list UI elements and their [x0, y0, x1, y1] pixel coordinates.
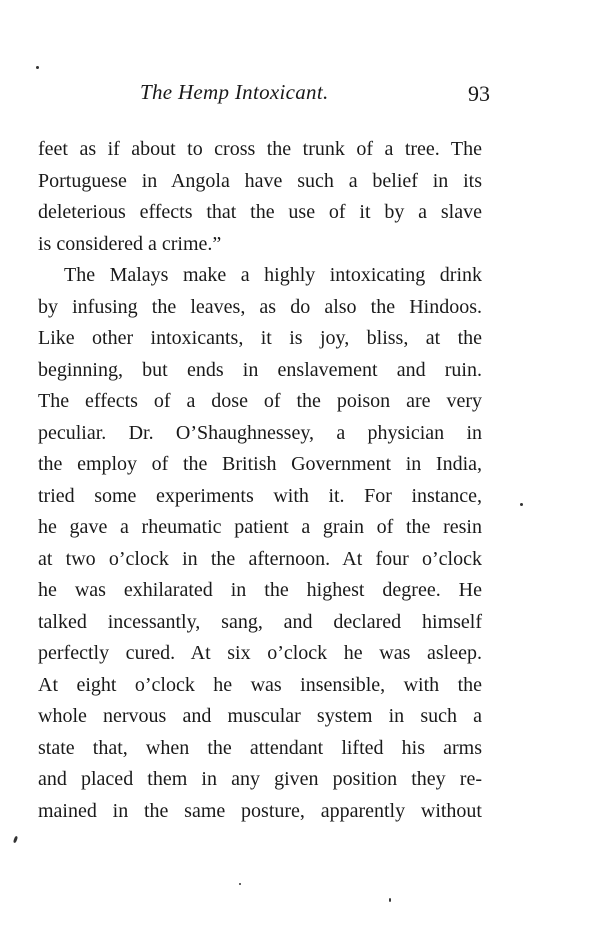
text-line: The effects of a dose of the poison are very — [38, 390, 482, 412]
scan-speck — [13, 836, 18, 844]
text-line: at two o’clock in the afternoon. At four o’clock — [38, 547, 482, 570]
page-number: 93 — [468, 81, 490, 106]
text-line: state that, when the attendant lifted his arms — [38, 736, 482, 759]
scan-speck — [36, 66, 39, 69]
running-head — [140, 80, 490, 114]
text-line: tried some experiments with it. For instance, — [38, 484, 482, 507]
running-title: The Hemp Intoxicant. — [140, 80, 329, 104]
text-line: At eight o’clock he was insensible, with the — [38, 673, 482, 696]
text-line: mained in the same posture, apparently without — [38, 799, 482, 822]
scan-speck — [239, 883, 241, 885]
text-line: feet as if about to cross the trunk of a tree. The — [38, 138, 482, 160]
text-line: whole nervous and muscular system in such a — [38, 705, 482, 727]
text-line: The Malays make a highly intoxicating drink — [64, 264, 482, 286]
text-line: deleterious effects that the use of it by a slave — [38, 201, 482, 223]
text-line: he was exhilarated in the highest degree. He — [38, 579, 482, 601]
text-line: he gave a rheumatic patient a grain of the resin — [38, 516, 482, 538]
text-line: and placed them in any given position they re- — [38, 768, 482, 790]
text-line: perfectly cured. At six o’clock he was asleep. — [38, 642, 482, 664]
text-line: peculiar. Dr. O’Shaughnessey, a physician in — [38, 421, 482, 444]
text-line: is considered a crime.” — [38, 232, 222, 255]
text-line: beginning, but ends in enslavement and ruin. — [38, 358, 482, 381]
scan-speck — [389, 898, 391, 902]
text-line: Portuguese in Angola have such a belief in its — [38, 169, 482, 192]
text-line: the employ of the British Government in India, — [38, 453, 482, 475]
text-line: by infusing the leaves, as do also the Hindoos. — [38, 295, 482, 318]
text-line: talked incessantly, sang, and declared himself — [38, 610, 482, 633]
scan-speck — [520, 503, 523, 506]
body-text — [38, 134, 482, 827]
text-line: Like other intoxicants, it is joy, bliss, at the — [38, 327, 482, 349]
